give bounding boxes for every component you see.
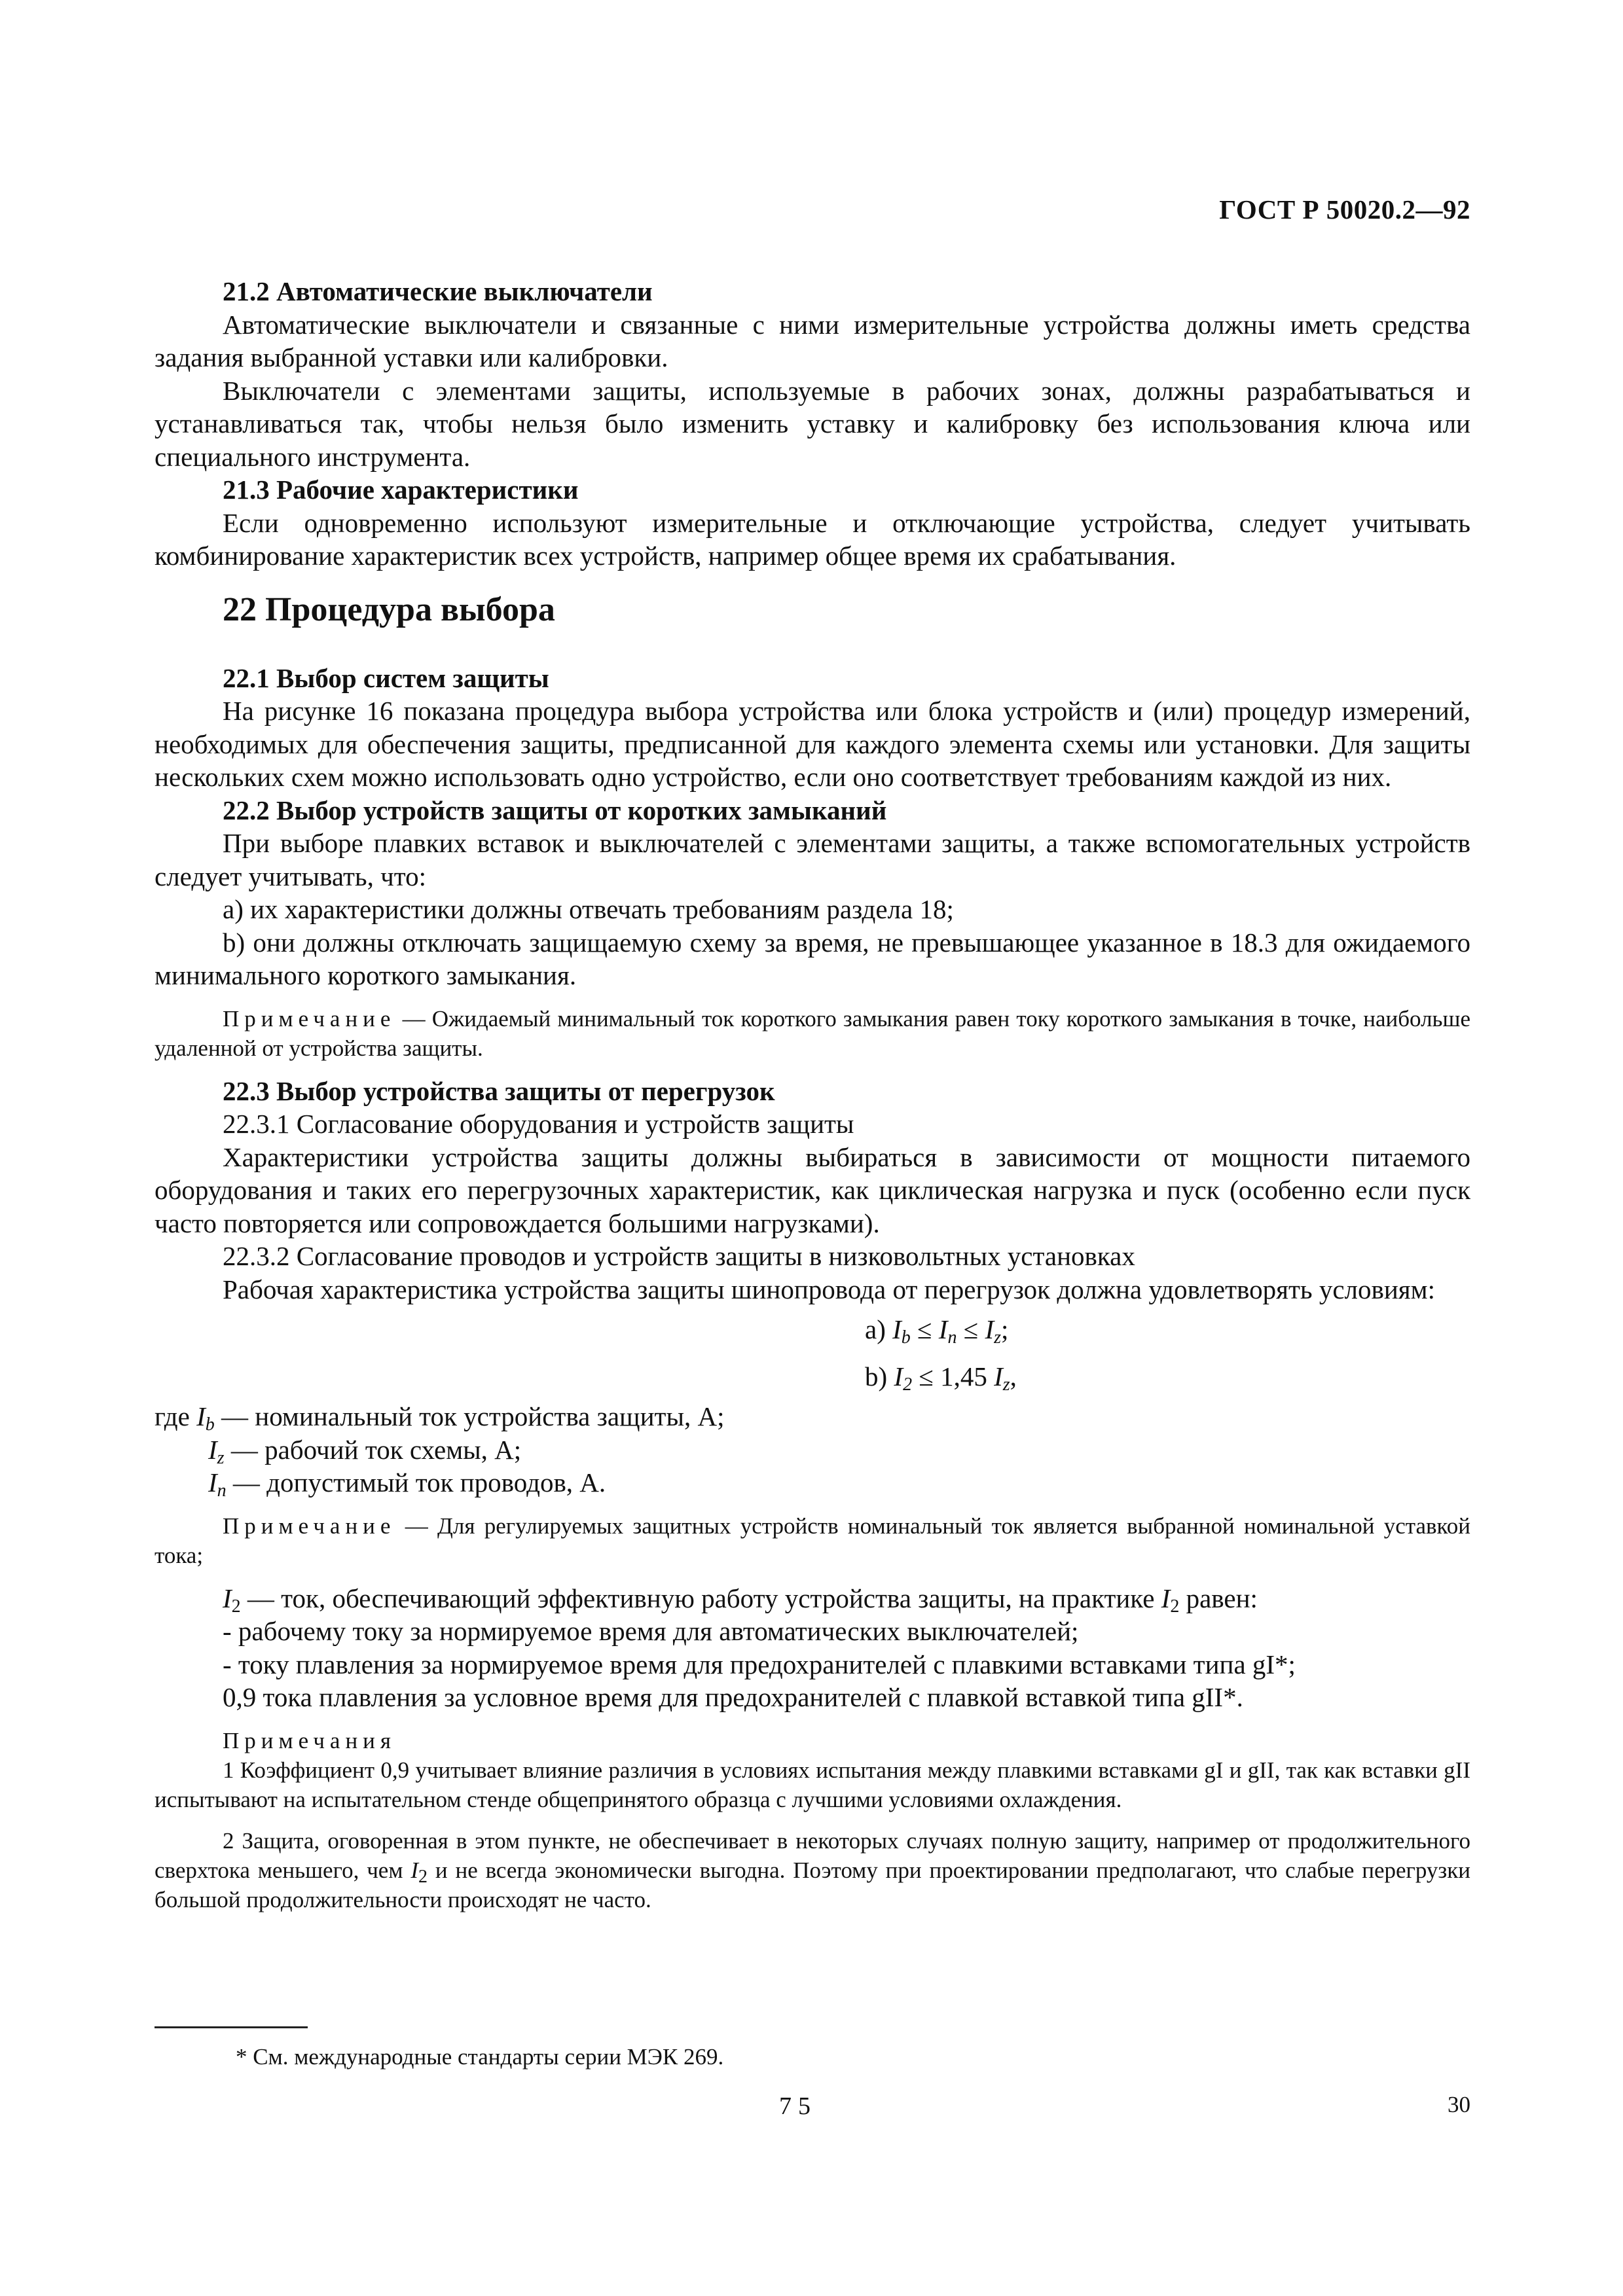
definition-iz [155, 1433, 1470, 1467]
definition-text: равен: [1179, 1583, 1258, 1613]
section-22-heading: 22 Процедура выбора [223, 590, 555, 628]
note [155, 1511, 1470, 1570]
symbol: I [196, 1401, 206, 1431]
formula-symbol: I [994, 1361, 1003, 1391]
symbol-subscript: 2 [231, 1596, 241, 1617]
formula-label: b) [865, 1361, 888, 1391]
paragraph: При выборе плавких вставок и выключателей с элементами защиты, а также вспомогательных устройств следует учитывать, что: [155, 828, 1470, 891]
document-body [155, 275, 1470, 1914]
formula-subscript: z [994, 1327, 1002, 1348]
symbol: I [410, 1857, 418, 1883]
list-item: - рабочему току за нормируемое время для автоматических выключателей; [223, 1616, 1079, 1646]
formula-a [155, 1306, 1470, 1353]
subsection-22-3-1-title: 22.3.1 Согласование оборудования и устройств защиты [223, 1109, 854, 1139]
formula-subscript: n [947, 1327, 957, 1348]
footnote-divider [155, 2026, 308, 2028]
i2-definition [155, 1582, 1470, 1615]
paragraph: Если одновременно используют измерительные и отключающие устройства, следует учитывать комбинирование характеристик всех устройств, например общее время их срабатывания. [155, 507, 1470, 571]
formula-punct: ; [1001, 1314, 1009, 1344]
note-text: 2 Защита, оговоренная в этом пункте, не обеспечивает в некоторых случаях полную защиту, например от продолжительного сверхтока меньшего, чем [155, 1827, 1470, 1883]
definition-in [155, 1466, 1470, 1499]
notes-label: Примечания [223, 1727, 397, 1753]
list-item: b) они должны отключать защищаемую схему за время, не превышающее указанное в 18.3 для ожидаемого минимального короткого замыкания. [155, 927, 1470, 990]
symbol: I [208, 1434, 217, 1465]
formula-operator: ≤ [957, 1314, 985, 1344]
subsection-22-3-2-title: 22.3.2 Согласование проводов и устройств защиты в низковольтных установках [223, 1241, 1135, 1271]
section-22-1-title: 22.1 Выбор систем защиты [223, 662, 549, 693]
symbol-subscript: z [217, 1447, 225, 1468]
page-number: 75 [779, 2092, 817, 2120]
definition-ib [155, 1400, 1470, 1433]
symbol: I [1161, 1583, 1171, 1613]
formula-symbol: I [892, 1314, 902, 1344]
formula-b [155, 1353, 1470, 1400]
list-item: a) их характеристики должны отвечать требованиям раздела 18; [223, 894, 954, 924]
symbol-subscript: 2 [418, 1866, 428, 1887]
note-text: — Для регулируемых защитных устройств номинальный ток является выбранной номинальной уставкой тока; [155, 1513, 1470, 1568]
definition-text: — рабочий ток схемы, А; [224, 1434, 522, 1465]
formula-subscript: 2 [903, 1374, 913, 1395]
note [155, 1004, 1470, 1063]
definition-text: — допустимый ток проводов, А. [226, 1467, 606, 1498]
note-2 [155, 1826, 1470, 1914]
paragraph: Характеристики устройства защиты должны выбираться в зависимости от мощности питаемого оборудования и таких его перегрузочных характеристик, как циклическая нагрузка и пуск (особенно если пуск часто повторяется или сопровождается большими нагрузками). [155, 1141, 1470, 1238]
definition-text: — номинальный ток устройства защиты, А; [214, 1401, 725, 1431]
note-label: Примечание [223, 1005, 396, 1031]
symbol-subscript: b [205, 1414, 215, 1435]
symbol: I [223, 1583, 232, 1613]
formula-operator: ≤ [910, 1314, 939, 1344]
footnote: * См. международные стандарты серии МЭК 269. [236, 2044, 724, 2070]
paragraph: Рабочая характеристика устройства защиты шинопровода от перегрузок должна удовлетворять условиям: [223, 1274, 1435, 1304]
formula-label: a) [865, 1314, 886, 1344]
list-item: 0,9 тока плавления за условное время для предохранителей с плавкой вставкой типа gII*. [223, 1682, 1243, 1712]
note-text: — Ожидаемый минимальный ток короткого замыкания равен току короткого замыкания в точке, наибольше удаленной от устройства защиты. [155, 1005, 1470, 1061]
formula-symbol: I [938, 1314, 948, 1344]
note-1: 1 Коэффициент 0,9 учитывает влияние различия в условиях испытания между плавкими вставками gI и gII, так как вставки gII испытывают на испытательном стенде общепринятого образца с лучшими условиями охлаждения. [155, 1757, 1470, 1812]
sheet-number: 30 [1448, 2092, 1470, 2117]
symbol-subscript: n [217, 1480, 227, 1501]
formula-punct: , [1010, 1361, 1017, 1391]
note-label: Примечание [223, 1513, 396, 1539]
section-21-3-title: 21.3 Рабочие характеристики [223, 475, 579, 505]
document-code: ГОСТ Р 50020.2—92 [1219, 194, 1470, 224]
section-22-3-title: 22.3 Выбор устройства защиты от перегрузок [223, 1075, 775, 1106]
symbol-subscript: 2 [1170, 1596, 1180, 1617]
where-word: где [155, 1401, 190, 1431]
symbol-definitions [155, 1400, 1470, 1499]
formula-operator: ≤ 1,45 [912, 1361, 994, 1391]
list-item: - току плавления за нормируемое время для предохранителей с плавкими вставками типа gI*; [223, 1649, 1296, 1679]
formula-subscript: b [901, 1327, 911, 1348]
paragraph: Выключатели с элементами защиты, используемые в рабочих зонах, должны разрабатываться и устанавливаться так, чтобы нельзя было изменить уставку и калибровку без использования ключа или специального инструмента. [155, 375, 1470, 472]
definition-text: — ток, обеспечивающий эффективную работу устройства защиты, на практике [240, 1583, 1161, 1613]
paragraph: Автоматические выключатели и связанные с ними измерительные устройства должны иметь средства задания выбранной уставки или калибровки. [155, 309, 1470, 372]
formula-symbol: I [894, 1361, 903, 1391]
section-21-2-title: 21.2 Автоматические выключатели [223, 276, 653, 306]
formula-subscript: z [1002, 1374, 1010, 1395]
section-22-2-title: 22.2 Выбор устройств защиты от коротких замыканий [223, 795, 887, 825]
symbol: I [208, 1467, 217, 1498]
formula-symbol: I [985, 1314, 994, 1344]
paragraph: На рисунке 16 показана процедура выбора устройства или блока устройств и (или) процедур измерений, необходимых для обеспечения защиты, предписанной для каждого элемента схемы или установки. Для защиты нескольких схем можно использовать одно устройство, если оно соответствует требованиям каждой из них. [155, 696, 1470, 792]
note-text: и не всегда экономически выгодна. Поэтому при проектировании предполагают, что слабые перегрузки большой продолжительности происходят не часто. [155, 1857, 1470, 1912]
